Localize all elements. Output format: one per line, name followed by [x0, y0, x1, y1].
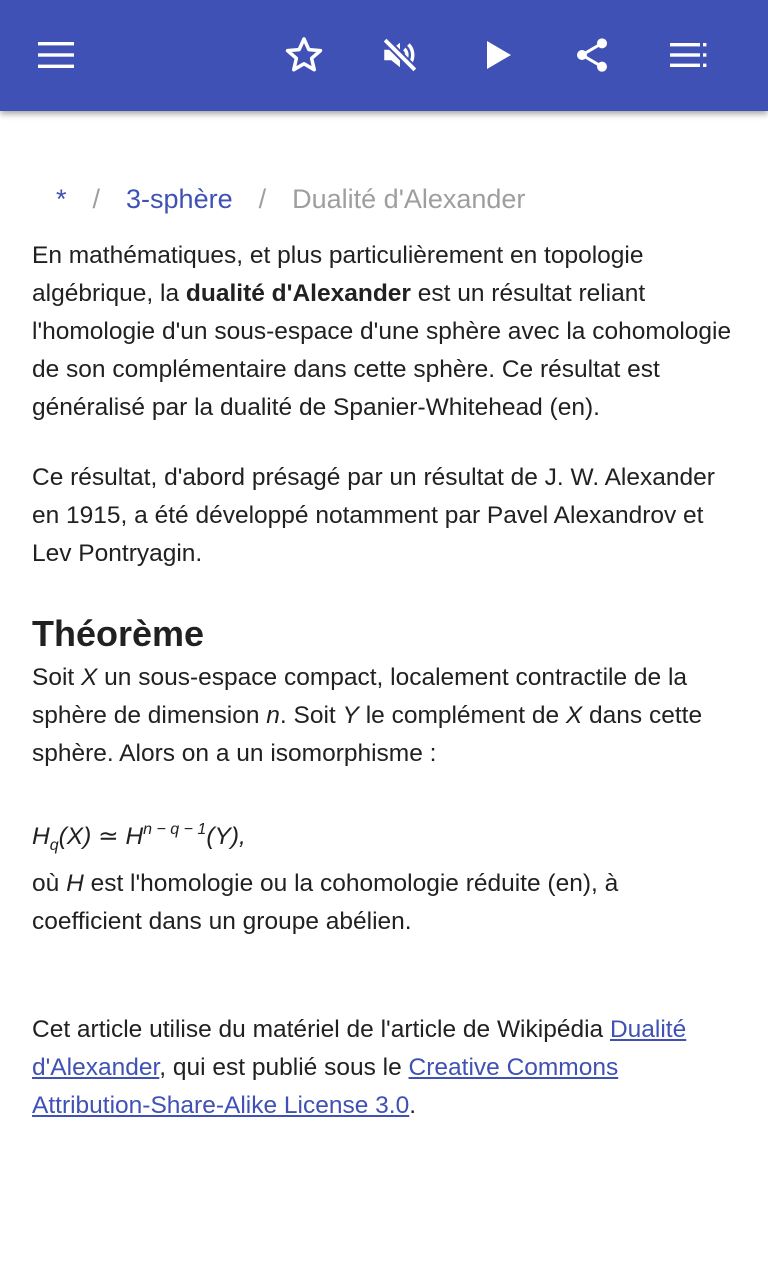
breadcrumb-current: Dualité d'Alexander [292, 183, 526, 214]
bookmark-button[interactable] [276, 27, 332, 83]
license-text: , qui est publié sous le [159, 1054, 409, 1081]
theorem-text: un sous-espace compact, localement contractile de la sphère de dimension [32, 664, 688, 729]
menu-button[interactable] [28, 27, 84, 83]
theorem-text: . Soit [279, 702, 343, 729]
license-text: Cet article utilise du matériel de l'article de Wikipédia [32, 1016, 610, 1043]
play-button[interactable] [470, 27, 526, 83]
intro-paragraph [32, 237, 732, 427]
formula [32, 811, 732, 865]
section-heading: Théorème [32, 613, 205, 654]
math-var: H [32, 823, 50, 850]
history-paragraph: Ce résultat, d'abord présagé par un résultat de J. W. Alexander en 1915, a été développé notamment par Pavel Alexandrov et Lev Pontryagin. [32, 464, 715, 567]
math-var: H [66, 870, 84, 897]
share-button[interactable] [564, 27, 620, 83]
intro-text: est un résultat reliant l'homologie d'un sous-espace d'une sphère avec la cohomologie de son complémentaire dans cette sphère. Ce résultat est généralisé par la dualité de Spanier-Whitehead (en). [32, 280, 732, 421]
license-paragraph [32, 1011, 732, 1125]
breadcrumb [32, 179, 732, 219]
article-content [32, 111, 732, 1125]
math-var: (Y), [206, 823, 246, 850]
volume-off-icon [379, 34, 421, 76]
theorem-text: dans cette sphère. Alors on a un isomorphisme : [32, 702, 703, 767]
math-var: n [266, 702, 280, 729]
math-superscript: n − q − 1 [143, 821, 207, 838]
share-icon [572, 34, 612, 76]
breadcrumb-home[interactable]: * [56, 183, 67, 214]
app-bar [0, 0, 768, 111]
math-var: H [125, 823, 144, 850]
where-text: où [32, 870, 67, 897]
menu-icon [36, 40, 76, 70]
contents-button[interactable] [660, 27, 716, 83]
math-var: (X) [58, 823, 92, 850]
math-var: Y [342, 702, 359, 729]
math-subscript: q [49, 837, 59, 854]
intro-bold-term: dualité d'Alexander [185, 280, 411, 307]
theorem-text: le complément de [358, 702, 566, 729]
math-operator: ≃ [91, 823, 126, 850]
theorem-paragraph [32, 659, 732, 773]
theorem-text: Soit [32, 664, 82, 691]
star-outline-icon [283, 34, 325, 76]
math-var: X [565, 702, 583, 729]
playlist-icon [668, 41, 708, 69]
where-text: est l'homologie ou la cohomologie réduite (en), à coefficient dans un groupe abélien. [32, 870, 619, 935]
breadcrumb-separator: / [258, 183, 267, 214]
breadcrumb-separator: / [92, 183, 101, 214]
where-paragraph [32, 865, 732, 941]
mute-button[interactable] [372, 27, 428, 83]
breadcrumb-parent[interactable]: 3-sphère [126, 183, 233, 214]
math-var: X [81, 664, 98, 691]
intro-text: En mathématiques, et plus particulièrement en topologie algébrique, la [32, 242, 644, 307]
license-text: . [409, 1092, 417, 1119]
source-article-link[interactable]: Dualité d'Alexander [32, 1016, 687, 1081]
play-icon [483, 39, 513, 71]
license-link[interactable]: Creative Commons Attribution-Share-Alike License 3.0 [32, 1054, 619, 1119]
